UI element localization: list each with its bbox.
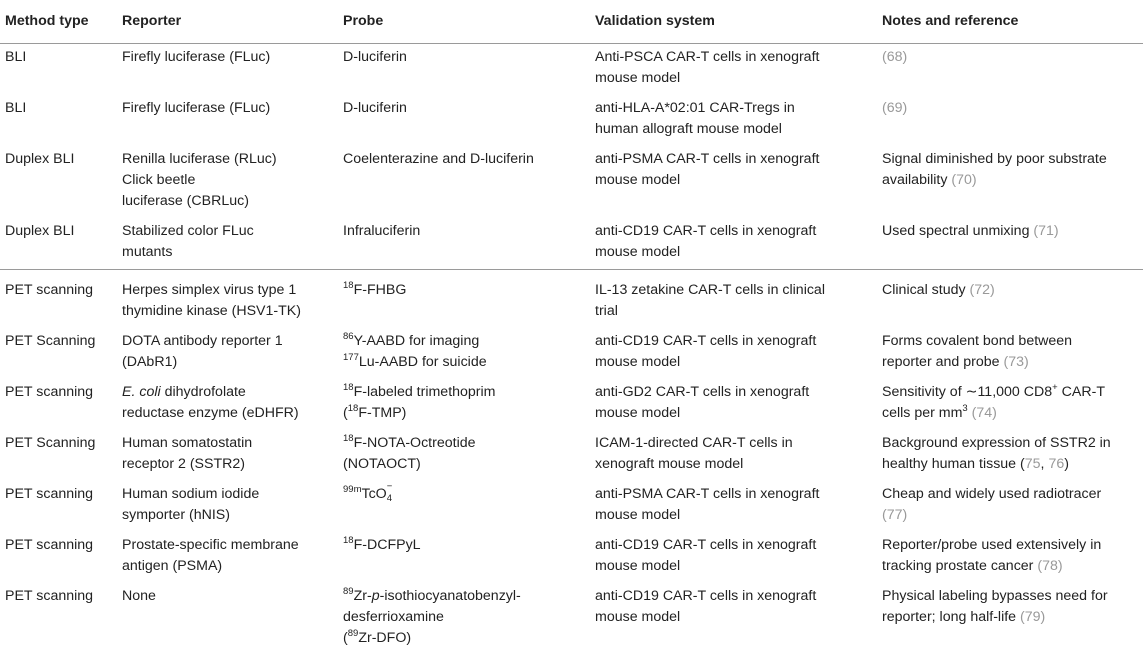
reporter-cell: Human sodium iodide symporter (hNIS) [122, 485, 260, 523]
probe-cell: $^{89}$Zr-p-isothiocyanatobenzyl- desferrioxamine ($^{89}$Zr-DFO) [343, 585, 521, 646]
notes-cell: Sensitivity of ∼11,000 CD8+ CAR-T cells per $mm^3$ (74) [882, 381, 1105, 421]
reference-link[interactable]: (72) [969, 281, 995, 298]
probe-cell: Coelenterazine and D-luciferin [343, 150, 534, 167]
probe-cell: D-luciferin [343, 99, 407, 116]
table-row [0, 481, 1143, 532]
notes-cell: Used spectral unmixing (71) [882, 222, 1059, 239]
header-row [0, 0, 1143, 43]
validation-cell: anti-CD19 CAR-T cells in xenograft mouse model [595, 332, 817, 370]
table-row [0, 583, 1143, 655]
probe-cell: $^{86}$Y-AABD for imaging $^{177}$Lu-AABD for suicide [343, 330, 487, 370]
reference-link[interactable]: (71) [1033, 222, 1059, 239]
notes-cell: Signal diminished by poor substrate availability (70) [882, 150, 1107, 188]
notes-cell: Reporter/probe used extensively in tracking prostate cancer (78) [882, 536, 1102, 574]
method-cell: PET scanning [5, 536, 94, 553]
reporter-cell: Herpes simplex virus type 1 thymidine kinase (HSV1-TK) [117, 269, 338, 328]
validation-cell: anti-PSMA CAR-T cells in xenograft mouse model [595, 150, 820, 188]
reporter-cell: Human somatostatin receptor 2 (SSTR2) [122, 434, 253, 472]
method-cell: Duplex BLI [5, 222, 75, 239]
reporter-cell: Renilla luciferase (RLuc) Click beetle luciferase (CBRLuc) [122, 150, 277, 209]
reference-link[interactable]: (69) [882, 99, 908, 116]
method-cell: PET Scanning [5, 332, 96, 349]
reporter-cell: Firefly luciferase (FLuc) [122, 48, 271, 65]
method-cell: Duplex BLI [5, 150, 75, 167]
table-row [0, 269, 1143, 328]
validation-cell: anti-CD19 CAR-T cells in xenograft mouse model [595, 536, 817, 574]
header-probe: Probe [338, 0, 590, 43]
table-row [0, 95, 1143, 146]
notes-cell [877, 43, 1143, 95]
reference-link[interactable]: (77) [882, 506, 908, 523]
validation-cell: IL-13 zetakine CAR-T cells in clinical trial [590, 269, 877, 328]
table-row [0, 430, 1143, 481]
header-validation-system: Validation system [590, 0, 877, 43]
table-row [0, 379, 1143, 430]
validation-cell: anti-PSMA CAR-T cells in xenograft mouse model [595, 485, 820, 523]
notes-cell: Background expression of SSTR2 in healthy human tissue (75, 76) [882, 434, 1111, 472]
table-row [0, 328, 1143, 379]
validation-cell: anti-CD19 CAR-T cells in xenograft mouse model [595, 587, 817, 625]
method-cell: PET Scanning [5, 434, 96, 451]
notes-cell [877, 95, 1143, 146]
validation-cell: anti-GD2 CAR-T cells in xenograft mouse model [595, 383, 810, 421]
notes-cell: Physical labeling bypasses need for reporter; long half-life (79) [882, 587, 1108, 625]
header-notes-and-reference: Notes and reference [877, 0, 1143, 43]
reference-link[interactable]: 75 [1024, 455, 1041, 472]
probe-cell: $^{18}$F-FHBG [338, 269, 590, 328]
validation-cell: Anti-PSCA CAR-T cells in xenograft mouse model [595, 48, 820, 86]
reference-link[interactable]: (79) [1020, 608, 1046, 625]
method-cell: PET scanning [5, 383, 94, 400]
reporter-cell: Stabilized color FLuc mutants [122, 222, 254, 260]
reporter-cell: Firefly luciferase (FLuc) [122, 99, 271, 116]
notes-cell: Clinical study (72) [877, 269, 1143, 328]
probe-cell: D-luciferin [343, 48, 407, 65]
table-row [0, 218, 1143, 270]
probe-cell: $^{18}$F-NOTA-Octreotide (NOTAOCT) [343, 432, 476, 472]
probe-cell: $^{99m}$TcO − 4 [343, 480, 393, 504]
method-cell: PET scanning [5, 587, 94, 604]
reporter-cell: Prostate-specific membrane antigen (PSMA) [122, 536, 299, 574]
validation-cell: anti-HLA-A*02:01 CAR-Tregs in human allograft mouse model [595, 99, 795, 137]
reporter-cell: DOTA antibody reporter 1 (DAbR1) [122, 332, 283, 370]
reference-link[interactable]: (78) [1037, 557, 1063, 574]
method-cell: BLI [5, 99, 27, 116]
reference-link[interactable]: 76 [1048, 455, 1065, 472]
method-cell: BLI [5, 48, 27, 65]
reference-link[interactable]: (70) [951, 171, 977, 188]
validation-cell: anti-CD19 CAR-T cells in xenograft mouse model [595, 222, 817, 260]
method-cell: PET scanning [0, 269, 117, 328]
header-method-type: Method type [0, 0, 117, 43]
probe-cell: Infraluciferin [343, 222, 421, 239]
probe-cell: $^{18}$F-DCFPyL [343, 534, 421, 553]
reporter-cell: None [122, 587, 156, 604]
notes-cell: Cheap and widely used radiotracer (77) [882, 485, 1102, 523]
notes-cell: Forms covalent bond between reporter and probe (73) [882, 332, 1073, 370]
reporter-cell: E. coli dihydrofolate reductase enzyme (eDHFR) [122, 383, 299, 421]
reference-link[interactable]: (68) [882, 48, 908, 65]
table-row [0, 43, 1143, 95]
reference-link[interactable]: (74) [971, 404, 997, 421]
table-row [0, 146, 1143, 218]
validation-cell: ICAM-1-directed CAR-T cells in xenograft mouse model [595, 434, 793, 472]
reference-link[interactable]: (73) [1003, 353, 1029, 370]
table-row [0, 532, 1143, 583]
header-reporter: Reporter [117, 0, 338, 43]
method-cell: PET scanning [5, 485, 94, 502]
probe-cell: $^{18}$F-labeled trimethoprim ($^{18}$F-TMP) [343, 381, 496, 421]
